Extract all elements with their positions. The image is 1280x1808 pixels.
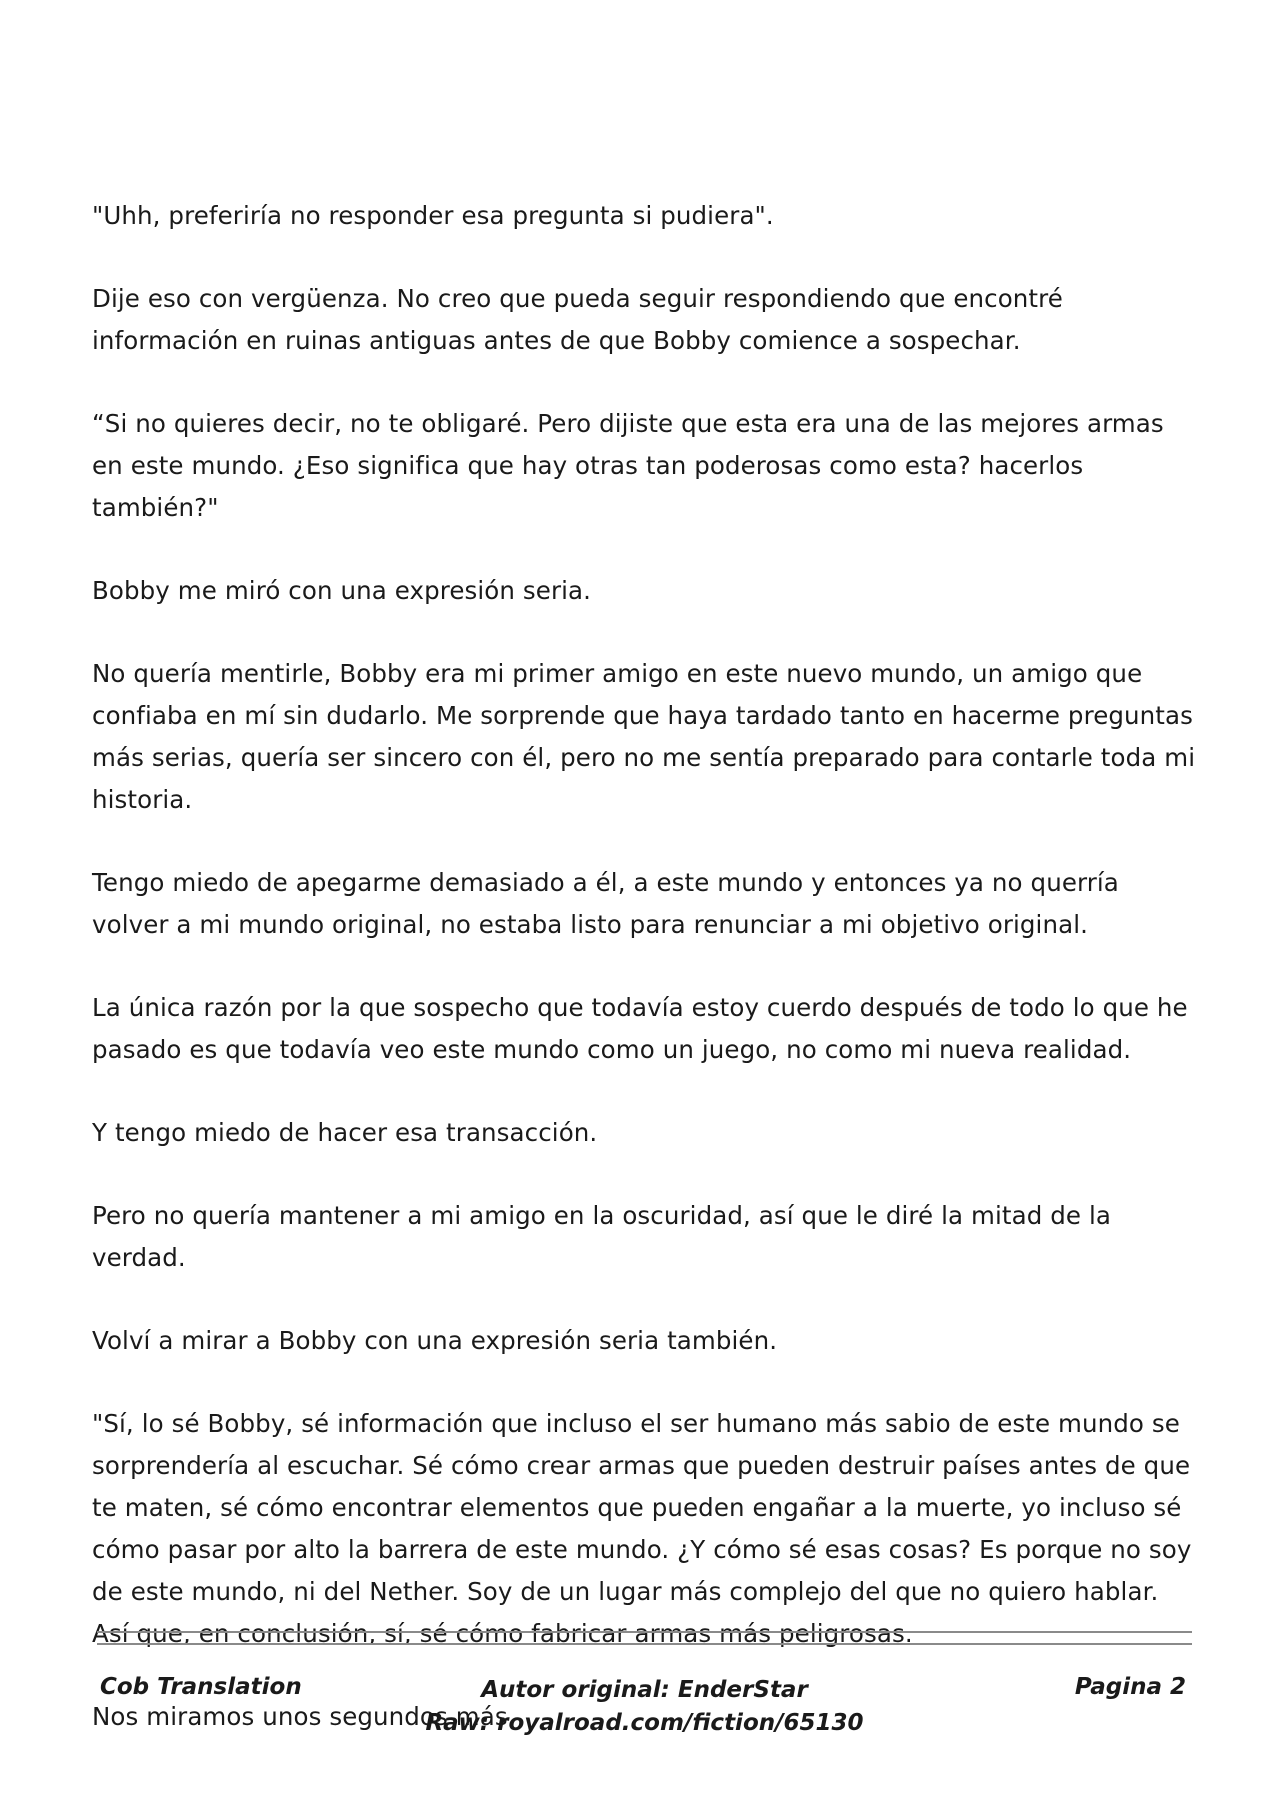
paragraph: "Sí, lo sé Bobby, sé información que incluso el ser humano más sabio de este mundo se sorprendería al escuchar. Sé cómo crear armas que pueden destruir países antes de que te maten, sé cómo encontrar elementos que pueden engañar a la muerte, yo incluso sé cómo pasar por alto la barrera de este mundo. ¿Y cómo sé esas cosas? Es porque no soy de este mundo, ni del Nether. Soy de un lugar más complejo del que no quiero hablar. Así que, en conclusión, sí, sé cómo fabricar armas más peligrosas. <box>92 1409 1192 1648</box>
paragraph: "Uhh, preferiría no responder esa pregunta si pudiera". <box>92 201 774 230</box>
footer-divider-top <box>97 1631 1192 1633</box>
page-number: Pagina 2 <box>1074 1674 1186 1700</box>
source-credit <box>97 1674 1192 1740</box>
paragraph: Dije eso con vergüenza. No creo que pueda seguir respondiendo que encontré información en ruinas antiguas antes de que Bobby comience a sospechar. <box>92 284 1063 355</box>
paragraph: “Si no quieres decir, no te obligaré. Pero dijiste que esta era una de las mejores armas en este mundo. ¿Eso significa que hay otras tan poderosas como esta? hacerlos también?" <box>92 409 1164 522</box>
page-body <box>92 195 1202 1738</box>
paragraph: No quería mentirle, Bobby era mi primer amigo en este nuevo mundo, un amigo que confiaba en mí sin dudarlo. Me sorprende que haya tardado tanto en hacerme preguntas más serias, quería ser sincero con él, pero no me sentía preparado para contarle toda mi historia. <box>92 659 1196 814</box>
raw-source: Raw: royalroad.com/fiction/65130 <box>425 1710 864 1736</box>
translator-credit: Cob Translation <box>100 1674 302 1700</box>
author-credit: Autor original: EnderStar <box>481 1677 808 1703</box>
paragraph: Nos miramos unos segundos más. <box>92 1702 516 1731</box>
paragraph: Pero no quería mantener a mi amigo en la oscuridad, así que le diré la mitad de la verdad. <box>92 1201 1111 1272</box>
paragraph: Volví a mirar a Bobby con una expresión seria también. <box>92 1326 778 1355</box>
paragraph: Tengo miedo de apegarme demasiado a él, a este mundo y entonces ya no querría volver a mi mundo original, no estaba listo para renunciar a mi objetivo original. <box>92 868 1119 939</box>
footer-divider-bottom <box>97 1643 1192 1645</box>
paragraph: La única razón por la que sospecho que todavía estoy cuerdo después de todo lo que he pasado es que todavía veo este mundo como un juego, no como mi nueva realidad. <box>92 993 1188 1064</box>
page-footer <box>97 1674 1192 1754</box>
paragraph: Y tengo miedo de hacer esa transacción. <box>92 1118 598 1147</box>
paragraph: Bobby me miró con una expresión seria. <box>92 576 592 605</box>
